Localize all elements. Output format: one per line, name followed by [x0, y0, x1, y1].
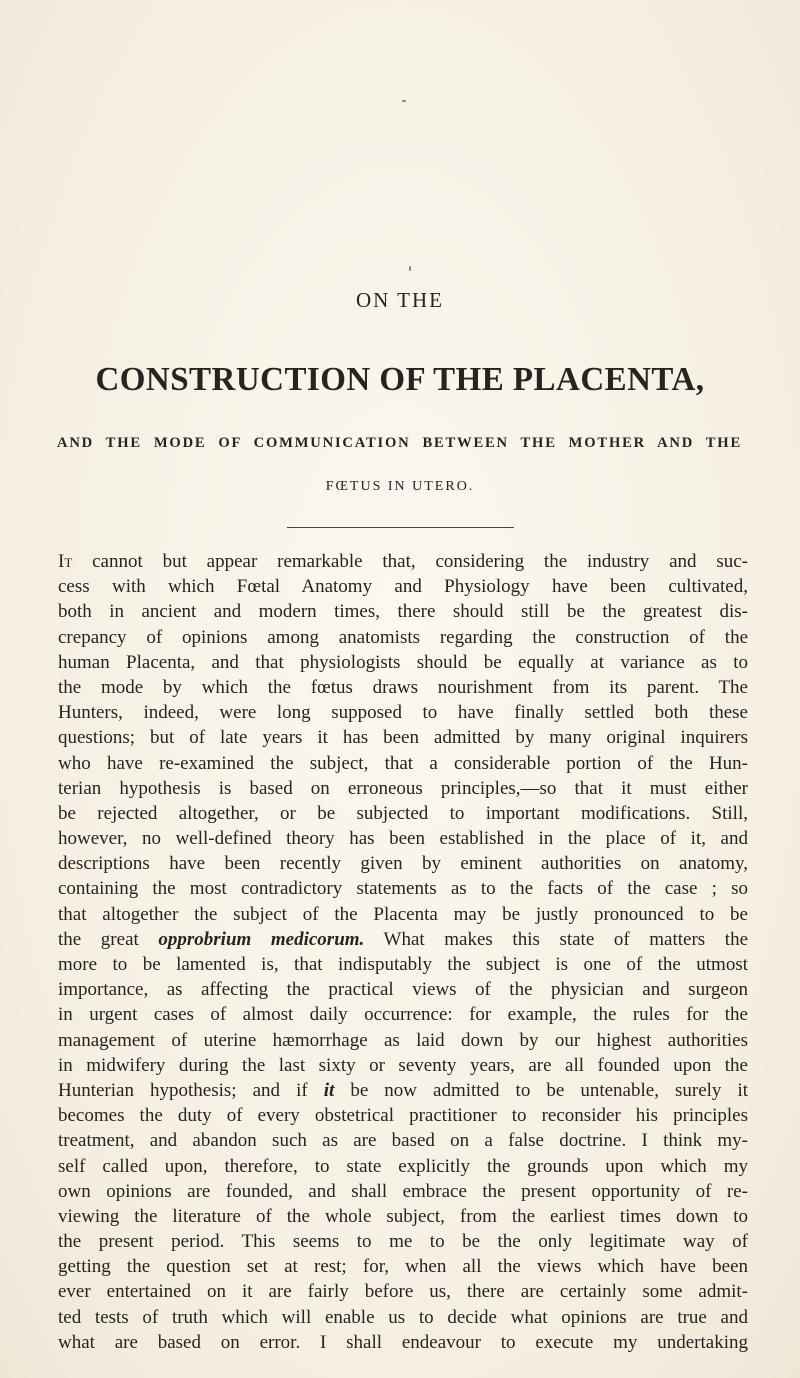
title-divider — [287, 527, 514, 528]
text-line: containing the most contradictory statements as to the facts of the case ; so — [58, 878, 748, 900]
print-speck — [402, 100, 406, 102]
text-line: becomes the duty of every obstetrical practitioner to reconsider his principles — [58, 1105, 748, 1127]
text-line: It cannot but appear remarkable that, considering the industry and suc- — [58, 551, 748, 572]
text-line: however, no well-defined theory has been established in the place of it, and — [58, 828, 748, 850]
subtitle-line-2: FŒTUS IN UTERO. — [325, 479, 475, 494]
pre-title: ON THE — [355, 288, 445, 312]
text-line: what are based on error. I shall endeavour to execute my undertaking — [58, 1331, 748, 1353]
text-line: crepancy of opinions among anatomists regarding the construction of the — [58, 626, 748, 648]
text-line: in midwifery during the last sixty or seventy years, are all founded upon the — [58, 1054, 748, 1076]
text-line: be rejected altogether, or be subjected to important modifications. Still, — [58, 802, 748, 824]
text-line: viewing the literature of the whole subject, from the earliest times down to — [58, 1205, 748, 1227]
text-line: Hunterian hypothesis; and if it be now admitted to be untenable, surely it — [58, 1079, 748, 1101]
text-line: importance, as affecting the practical views of the physician and surgeon — [58, 979, 748, 1001]
text-line: treatment, and abandon such as are based on a false doctrine. I think my- — [58, 1130, 748, 1152]
text-line: Hunters, indeed, were long supposed to have finally settled both these — [58, 702, 748, 724]
text-line: own opinions are founded, and shall embrace the present opportunity of re- — [58, 1180, 748, 1202]
text-line: more to be lamented is, that indisputably the subject is one of the utmost — [58, 954, 748, 975]
text-line: the mode by which the fœtus draws nourishment from its parent. The — [58, 676, 748, 698]
drop-cap: It — [58, 551, 73, 572]
latin-phrase: opprobrium medicorum. — [158, 928, 365, 950]
text-line: descriptions have been recently given by eminent authorities on anatomy, — [58, 853, 748, 875]
text-line: that altogether the subject of the Placenta may be justly pronounced to be — [58, 903, 748, 925]
text-line: questions; but of late years it has been admitted by many original inquirers — [58, 727, 748, 749]
print-speck — [409, 266, 411, 271]
body-paragraph — [58, 549, 748, 1355]
text-line: the great opprobrium medicorum. What makes this state of matters the — [58, 928, 748, 950]
text-line: who have re-examined the subject, that a considerable portion of the Hun- — [58, 752, 748, 774]
text-line: self called upon, therefore, to state explicitly the grounds upon which my — [58, 1155, 748, 1177]
text-line: ted tests of truth which will enable us to decide what opinions are true and — [58, 1306, 748, 1328]
page-title: CONSTRUCTION OF THE PLACENTA, — [95, 361, 705, 398]
text-line: both in ancient and modern times, there should still be the greatest dis- — [58, 601, 748, 623]
text-line: in urgent cases of almost daily occurrence: for example, the rules for the — [58, 1004, 748, 1026]
subtitle-line-1: AND THE MODE OF COMMUNICATION BETWEEN THE MOTHER AND THE — [57, 435, 742, 451]
text-line: management of uterine hæmorrhage as laid down by our highest authorities — [58, 1029, 748, 1051]
text-line: ever entertained on it are fairly before us, there are certainly some admit- — [58, 1281, 748, 1303]
text-line: getting the question set at rest; for, when all the views which have been — [58, 1256, 748, 1278]
text-line: cess with which Fœtal Anatomy and Physiology have been cultivated, — [58, 576, 748, 598]
text-line: human Placenta, and that physiologists should be equally at variance as to — [58, 651, 748, 673]
text-line: terian hypothesis is based on erroneous principles,—so that it must either — [58, 777, 748, 799]
emphasis-it: it — [323, 1079, 335, 1101]
text-line: the present period. This seems to me to be the only legitimate way of — [58, 1231, 748, 1253]
